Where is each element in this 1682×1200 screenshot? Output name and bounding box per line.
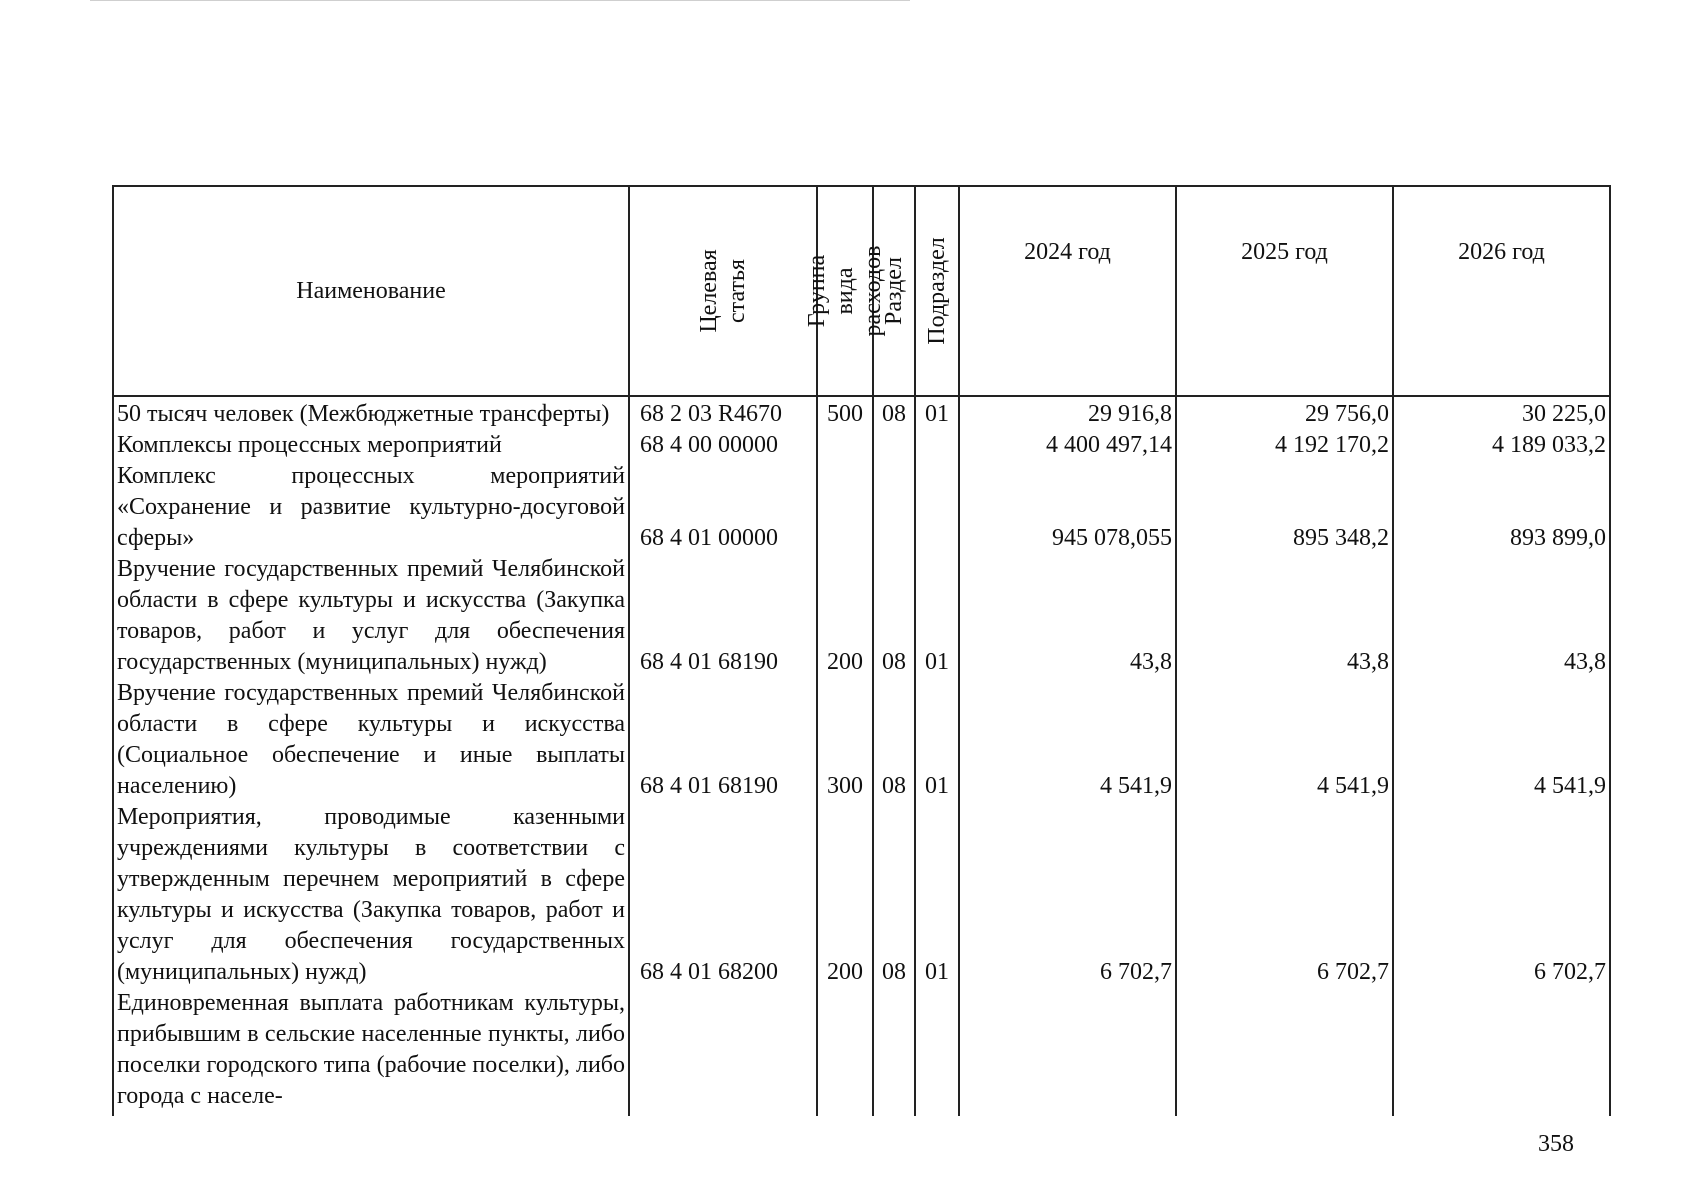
row-name: Вручение государственных премий Челябинской области в сфере культуры и искусства (Социальное обеспечение и иные выплаты населению) bbox=[113, 678, 629, 802]
row-value-2024: 4 541,9 bbox=[959, 678, 1176, 802]
budget-table bbox=[112, 185, 1611, 1116]
row-target-article: 68 4 01 68190 bbox=[629, 678, 817, 802]
row-value-2024: 945 078,055 bbox=[959, 461, 1176, 554]
row-value-2025: 4 541,9 bbox=[1176, 678, 1393, 802]
row-name: Единовременная выплата работникам культуры, прибывшим в сельские населенные пункты, либо поселки городского типа (рабочие поселки), либо города с населе- bbox=[113, 988, 629, 1116]
row-target-article: 68 4 01 68190 bbox=[629, 554, 817, 678]
table-row bbox=[113, 988, 1610, 1116]
row-expense-group: 200 bbox=[817, 802, 873, 988]
row-expense-group: 300 bbox=[817, 678, 873, 802]
header-section bbox=[873, 186, 915, 396]
row-value-2026 bbox=[1393, 988, 1610, 1116]
row-value-2026: 43,8 bbox=[1393, 554, 1610, 678]
row-name: 50 тысяч человек (Межбюджетные трансферты) bbox=[113, 396, 629, 430]
row-value-2026: 6 702,7 bbox=[1393, 802, 1610, 988]
row-expense-group bbox=[817, 461, 873, 554]
table-row bbox=[113, 554, 1610, 678]
header-target-article bbox=[629, 186, 817, 396]
row-target-article: 68 2 03 R4670 bbox=[629, 396, 817, 430]
header-target-article-label: Целевая статья bbox=[696, 249, 750, 333]
row-value-2025: 895 348,2 bbox=[1176, 461, 1393, 554]
header-year-2026: 2026 год bbox=[1393, 186, 1610, 396]
row-target-article: 68 4 00 00000 bbox=[629, 430, 817, 461]
row-expense-group bbox=[817, 988, 873, 1116]
row-subsection: 01 bbox=[915, 554, 959, 678]
table-row bbox=[113, 678, 1610, 802]
header-row bbox=[113, 186, 1610, 396]
row-value-2024: 29 916,8 bbox=[959, 396, 1176, 430]
row-value-2026: 4 189 033,2 bbox=[1393, 430, 1610, 461]
row-target-article bbox=[629, 988, 817, 1116]
budget-table-container bbox=[112, 185, 1606, 1116]
row-name: Мероприятия, проводимые казенными учреждениями культуры в соответствии с утвержденным перечнем мероприятий в сфере культуры и искусства (Закупка товаров, работ и услуг для обеспечения государственных (муниципальных) нужд) bbox=[113, 802, 629, 988]
row-section: 08 bbox=[873, 678, 915, 802]
row-target-article: 68 4 01 00000 bbox=[629, 461, 817, 554]
row-subsection: 01 bbox=[915, 396, 959, 430]
row-expense-group bbox=[817, 430, 873, 461]
row-value-2024 bbox=[959, 988, 1176, 1116]
row-subsection bbox=[915, 430, 959, 461]
row-section: 08 bbox=[873, 396, 915, 430]
header-section-label: Раздел bbox=[881, 257, 907, 325]
row-value-2025: 6 702,7 bbox=[1176, 802, 1393, 988]
table-row bbox=[113, 461, 1610, 554]
row-expense-group: 200 bbox=[817, 554, 873, 678]
row-value-2026: 893 899,0 bbox=[1393, 461, 1610, 554]
header-expense-group-label: Группа вида расходов bbox=[804, 245, 886, 337]
row-value-2024: 43,8 bbox=[959, 554, 1176, 678]
header-year-2024: 2024 год bbox=[959, 186, 1176, 396]
header-expense-group bbox=[804, 186, 886, 396]
row-name: Комплекс процессных мероприятий «Сохранение и развитие культурно-досуговой сферы» bbox=[113, 461, 629, 554]
row-section: 08 bbox=[873, 554, 915, 678]
header-name: Наименование bbox=[113, 186, 629, 396]
row-section: 08 bbox=[873, 802, 915, 988]
row-section bbox=[873, 461, 915, 554]
table-row bbox=[113, 430, 1610, 461]
row-name: Вручение государственных премий Челябинской области в сфере культуры и искусства (Закупка товаров, работ и услуг для обеспечения государственных (муниципальных) нужд) bbox=[113, 554, 629, 678]
row-subsection bbox=[915, 988, 959, 1116]
row-section bbox=[873, 430, 915, 461]
table-row bbox=[113, 802, 1610, 988]
table-row bbox=[113, 396, 1610, 430]
row-expense-group: 500 bbox=[817, 396, 873, 430]
row-value-2026: 30 225,0 bbox=[1393, 396, 1610, 430]
row-subsection: 01 bbox=[915, 678, 959, 802]
row-section bbox=[873, 988, 915, 1116]
top-rule bbox=[90, 0, 910, 1]
row-value-2024: 6 702,7 bbox=[959, 802, 1176, 988]
row-value-2025: 4 192 170,2 bbox=[1176, 430, 1393, 461]
row-subsection: 01 bbox=[915, 802, 959, 988]
page-number: 358 bbox=[1538, 1131, 1574, 1157]
row-value-2024: 4 400 497,14 bbox=[959, 430, 1176, 461]
row-name: Комплексы процессных мероприятий bbox=[113, 430, 629, 461]
row-value-2025: 43,8 bbox=[1176, 554, 1393, 678]
row-subsection bbox=[915, 461, 959, 554]
header-subsection-label: Подраздел bbox=[924, 237, 950, 345]
row-value-2025 bbox=[1176, 988, 1393, 1116]
header-subsection bbox=[915, 186, 959, 396]
row-value-2025: 29 756,0 bbox=[1176, 396, 1393, 430]
header-year-2025: 2025 год bbox=[1176, 186, 1393, 396]
row-value-2026: 4 541,9 bbox=[1393, 678, 1610, 802]
row-target-article: 68 4 01 68200 bbox=[629, 802, 817, 988]
